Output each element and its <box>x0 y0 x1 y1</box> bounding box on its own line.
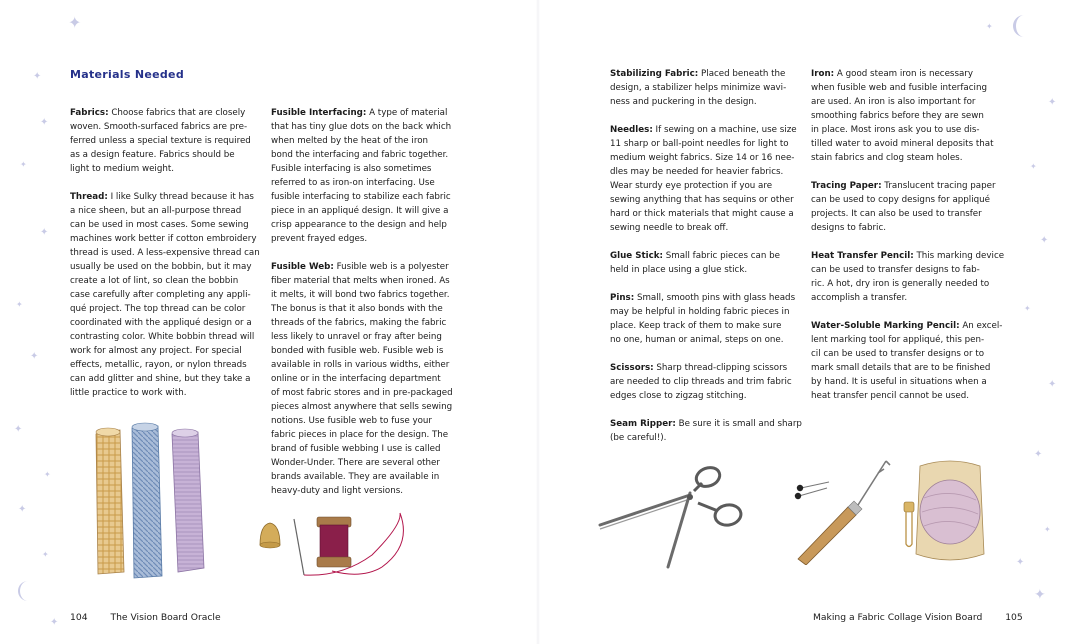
star-icon: ✦ <box>1044 525 1051 534</box>
entry-heat-transfer-pencil: Heat Transfer Pencil: This marking device can be used to transfer designs to fab- ric. A hot, dry iron is generally needed to accomplish a transfer. <box>811 251 1005 303</box>
star-icon: ✦ <box>40 227 49 238</box>
entry-water-soluble-pencil: Water-Soluble Marking Pencil: An excel- lent marking tool for appliqué, this pen- cil can be used to transfer designs or to mark small details that are to be finished by hand. It is useful in situations when a heat transfer pencil cannot be used. <box>811 321 1003 401</box>
book-title: The Vision Board Oracle <box>110 612 221 623</box>
star-icon: ✦ <box>1016 557 1025 568</box>
entry-iron: Iron: A good steam iron is necessary when fusible web and fusible interfacing are used. An iron is also important for smoothing fabrics before they are sewn in place. Most irons ask you to use dis- tilled water to avoid mineral deposits that stain fabrics and clog steam holes. <box>811 69 994 163</box>
star-icon: ✦ <box>1048 379 1057 390</box>
left-column-2 <box>271 106 467 512</box>
right-column-1 <box>610 67 808 459</box>
star-icon: ✦ <box>40 117 49 128</box>
star-icon: ✦ <box>1034 587 1046 603</box>
star-icon: ✦ <box>68 13 82 32</box>
section-title: Materials Needed <box>70 68 184 81</box>
star-icon: ✦ <box>20 160 27 169</box>
right-column-2 <box>811 67 1014 417</box>
star-icon: ✦ <box>33 71 42 82</box>
chapter-title: Making a Fabric Collage Vision Board <box>813 612 983 623</box>
star-icon: ✦ <box>44 470 51 479</box>
fabric-rolls-illustration <box>88 422 218 582</box>
page-number: 105 <box>1005 612 1023 623</box>
moon-icon <box>16 580 34 602</box>
entry-needles: Needles: If sewing on a machine, use size 11 sharp or ball-point needles for light to medium weight fabrics. Size 14 or 16 nee- dles may be needed for heavier fabrics. Wear sturdy eye protection if you are sewing anything that has sequins or other hard or thick materials that might cause a sewing needle to break off. <box>610 125 797 233</box>
folio-left <box>70 612 221 623</box>
moon-icon <box>1012 14 1030 38</box>
entry-scissors: Scissors: Sharp thread-clipping scissors are needed to clip threads and trim fabric edges close to zigzag stitching. <box>610 363 792 401</box>
thread-card-illustration <box>910 458 990 568</box>
entry-stabilizing-fabric: Stabilizing Fabric: Placed beneath the design, a stabilizer helps minimize wavi- ness and puckering in the design. <box>610 69 787 107</box>
star-icon: ✦ <box>50 617 59 628</box>
entry-fabrics: Fabrics: Choose fabrics that are closely woven. Smooth-surfaced fabrics are pre- ferred unless a special texture is required as a design feature. Fabrics should be light to medium weight. <box>70 108 251 174</box>
star-icon: ✦ <box>1024 304 1031 313</box>
folio-right <box>813 612 1023 623</box>
star-icon: ✦ <box>1048 97 1057 108</box>
star-icon: ✦ <box>18 504 27 515</box>
entry-seam-ripper: Seam Ripper: Be sure it is small and sharp (be careful!). <box>610 419 802 443</box>
page-number: 104 <box>70 612 88 623</box>
star-icon: ✦ <box>1040 235 1049 246</box>
entry-pins: Pins: Small, smooth pins with glass heads may be helpful in holding fabric pieces in place. Keep track of them to make sure no one, human or animal, steps on one. <box>610 293 796 345</box>
star-icon: ✦ <box>16 300 23 309</box>
star-icon: ✦ <box>986 22 993 31</box>
seam-ripper-illustration <box>790 455 900 565</box>
thread-spool-icon <box>320 525 348 559</box>
entry-glue-stick: Glue Stick: Small fabric pieces can be held in place using a glue stick. <box>610 251 780 275</box>
star-icon: ✦ <box>42 550 49 559</box>
sewing-notions-illustration <box>252 505 412 580</box>
entry-tracing-paper: Tracing Paper: Translucent tracing paper can be used to copy designs for appliqué projects. It can also be used to transfer designs to fabric. <box>811 181 996 233</box>
entry-fusible-interfacing: Fusible Interfacing: A type of material that has tiny glue dots on the back which when melted by the heat of the iron bond the interfacing and fabric together. Fusible interfacing is also sometimes referred to as iron-on interfacing. Use fusible interfacing to stabilize each fabric piece in an appliqué design. It will give a crisp appearance to the design and help prevent frayed edges. <box>271 108 452 244</box>
entry-fusible-web: Fusible Web: Fusible web is a polyester fiber material that melts when ironed. As it melts, it will bond two fabrics together. The bonus is that it also bonds with the threads of the fabrics, making the fabric less likely to unravel or fray after being bonded with fusible web. Fusible web is available in rolls in various widths, either online or in the interfacing department of most fabric stores and in pre-packaged pieces almost anywhere that sells sewing notions. Use fusible web to fuse your fabric pieces in place for the design. The brand of fusible webbing I use is called Wonder-Under. There are several other brands available. They are available in heavy-duty and light versions. <box>271 262 453 496</box>
scissors-illustration <box>598 455 758 570</box>
needle-icon <box>294 519 304 575</box>
star-icon: ✦ <box>1030 162 1037 171</box>
left-column-1 <box>70 106 268 414</box>
star-icon: ✦ <box>1034 449 1043 460</box>
star-icon: ✦ <box>14 424 23 435</box>
entry-thread: Thread: I like Sulky thread because it has a nice sheen, but an all-purpose thread can be used in most cases. Some sewing machines work better if cotton embroidery thread is used. A less-expensive thread can usually be used on the bobbin, but it may create a lot of lint, so clean the bobbin case carefully after completing any appli- qué project. The top thread can be color coordinated with the appliqué design or a contrasting color. White bobbin thread will work for almost any project. For special effects, metallic, rayon, or nylon threads can add glitter and shine, but they take a little practice to work with. <box>70 192 260 398</box>
right-page <box>538 0 1076 644</box>
star-icon: ✦ <box>30 351 39 362</box>
